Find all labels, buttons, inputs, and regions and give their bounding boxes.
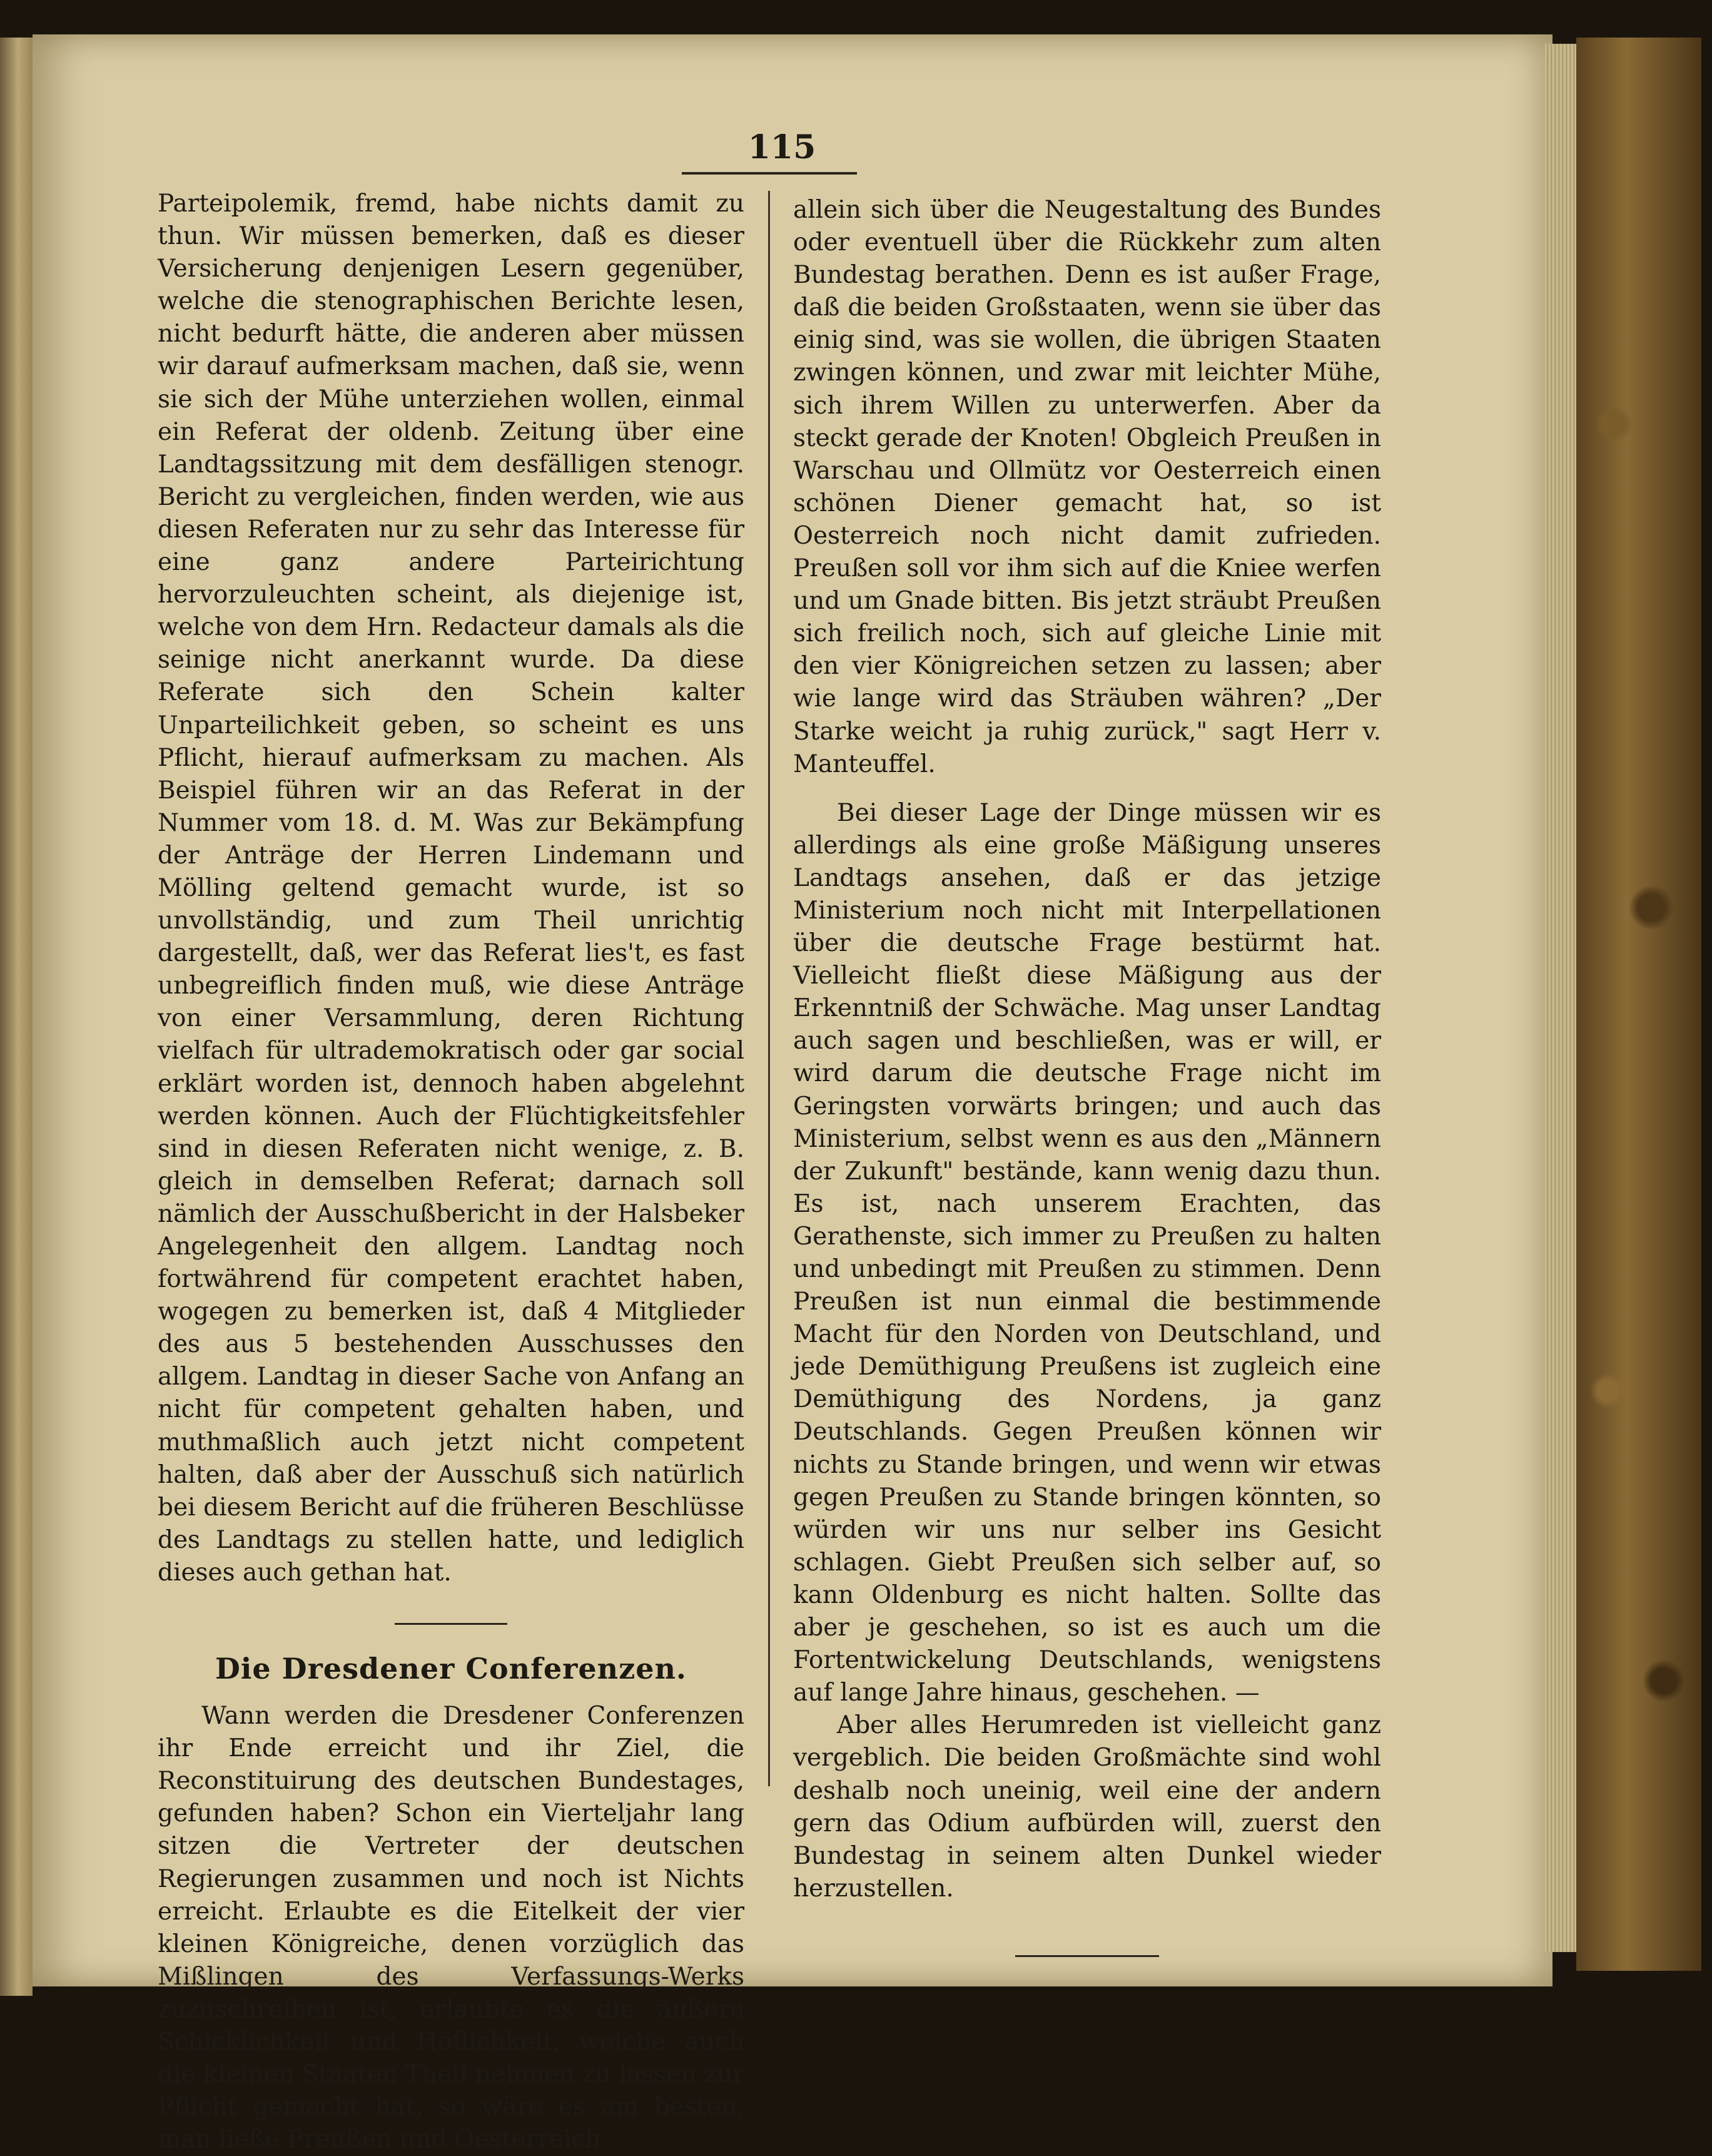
end-separator <box>1015 1955 1159 1957</box>
article-heading: Die Dresdener Conferenzen. <box>215 1652 687 1686</box>
right-paragraph-3: Aber alles Herumreden ist vielleicht ganz vergeblich. Die beiden Großmächte sind wohl deshalb noch uneinig, weil eine der andern gern das Odium aufbürden will, zuerst den Bundestag in seinem alten Dunkel wieder herzustellen. <box>793 1711 1381 1903</box>
book-cover-edge <box>1576 38 1701 1971</box>
right-paragraph-1: allein sich über die Neugestaltung des Bundes oder eventuell über die Rückkehr zum alten Bundestag berathen. Denn es ist außer Frage, daß die beiden Großstaaten, wenn sie über das einig sind, was sie wollen, die übrigen Staaten zwingen können, und zwar mit leichter Mühe, sich ihrem Willen zu unterwerfen. Aber da steckt gerade der Knoten! Obgleich Preußen in Warschau und Ollmütz vor Oesterreich einen schönen Diener gemacht hat, so ist Oesterreich noch nicht damit zufrieden. Preußen soll vor ihm sich auf die Kniee werfen und um Gnade bitten. Bis jetzt sträubt Preußen sich freilich noch, sich auf gleiche Linie mit den vier Königreichen setzen zu lassen; aber wie lange wird das Sträuben währen? „Der Starke weicht ja ruhig zurück," sagt Herr v. Manteuffel. <box>793 196 1381 778</box>
right-column <box>793 194 1381 1957</box>
right-paragraph-2: Bei dieser Lage der Dinge müssen wir es allerdings als eine große Mäßigung unseres Landtags ansehen, daß er das jetzige Ministerium noch nicht mit Interpellationen über die deutsche Frage bestürmt hat. Vielleicht fließt diese Mäßigung aus der Erkenntniß der Schwäche. Mag unser Landtag auch sagen und beschließen, was er will, er wird darum die deutsche Frage nicht im Geringsten vorwärts bringen; und auch das Ministerium, selbst wenn es aus den „Männern der Zukunft" bestände, kann wenig dazu thun. Es ist, nach unserem Erachten, das Gerathenste, sich immer zu Preußen zu halten und unbedingt mit Preußen zu stimmen. Denn Preußen ist nun einmal die bestimmende Macht für den Norden von Deutschland, und jede Demüthigung Preußens ist zugleich eine Demüthigung des Nordens, ja ganz Deutschlands. Gegen Preußen können wir nichts zu Stande bringen, und wenn wir etwas gegen Preußen zu Stande bringen könnten, so würden wir uns nur selber ins Gesicht schlagen. Giebt Preußen sich selber auf, so kann Oldenburg es nicht halten. Sollte das aber je geschehen, so ist es auch um die Fortentwickelung Deutschlands, wenigstens auf lange Jahre hinaus, geschehen. — <box>793 798 1381 1707</box>
left-paragraph-2: Wann werden die Dresdener Conferenzen ihr Ende erreicht und ihr Ziel, die Reconstituirung des deutschen Bundestages, gefunden haben? Schon ein Vierteljahr lang sitzen die Vertreter der deutschen Regierungen zusammen und noch ist Nichts erreicht. Erlaubte es die Eitelkeit der vier kleinen Königreiche, denen vorzüglich das Mißlingen des Verfassungs-Werks zuzuschreiben ist, erlaubte es die äußere Schicklichkeit und Höflichkeit, welche auch die kleinen Staaten Theil nehmen zu lassen zur Pflicht gemacht hat, so wäre es am besten, man ließe Preußen und Oesterreich <box>158 1702 744 2154</box>
page-number: 115 <box>747 128 816 166</box>
left-column <box>158 188 744 2156</box>
left-paragraph-1: Parteipolemik, fremd, habe nichts damit zu thun. Wir müssen bemerken, daß es dieser Versicherung denjenigen Lesern gegenüber, welche die stenographischen Berichte lesen, nicht bedurft hätte, die anderen aber müssen wir darauf aufmerksam machen, daß sie, wenn sie sich der Mühe unterziehen wollen, einmal ein Referat der oldenb. Zeitung über eine Landtagssitzung mit dem desfälligen stenogr. Bericht zu vergleichen, finden werden, wie aus diesen Referaten nur zu sehr das Interesse für eine ganz andere Parteirichtung hervorzuleuchten scheint, als diejenige ist, welche von dem Hrn. Redacteur damals als die seinige nicht anerkannt wurde. Da diese Referate sich den Schein kalter Unparteilichkeit geben, so scheint es uns Pflicht, hierauf aufmerksam zu machen. Als Beispiel führen wir an das Referat in der Nummer vom 18. d. M. Was zur Bekämpfung der Anträge der Herren Lindemann und Mölling geltend gemacht wurde, ist so unvollständig, und zum Theil unrichtig dargestellt, daß, wer das Referat lies't, es fast unbegreiflich finden muß, wie diese Anträge von einer Versammlung, deren Richtung vielfach für ultrademokratisch oder gar social erklärt worden ist, dennoch haben abgelehnt werden können. Auch der Flüchtigkeitsfehler sind in diesen Referaten nicht wenige, z. B. gleich in demselben Referat; darnach soll nämlich der Ausschußbericht in der Halsbeker Angelegenheit den allgem. Landtag noch fortwährend für competent erachtet haben, wogegen zu bemerken ist, daß 4 Mitglieder des aus 5 bestehenden Ausschusses den allgem. Landtag in dieser Sache von Anfang an nicht für competent gehalten haben, und muthmaßlich auch jetzt nicht competent halten, daß aber der Ausschuß sich natürlich bei diesem Bericht auf die früheren Beschlüsse des Landtags zu stellen hatte, und lediglich dieses auch gethan hat. <box>158 190 744 1587</box>
page-stack-edge <box>1545 44 1576 1952</box>
left-page-edge <box>0 38 33 1996</box>
page-number-rule <box>682 172 857 175</box>
section-separator <box>395 1623 507 1625</box>
column-divider <box>768 191 770 1786</box>
